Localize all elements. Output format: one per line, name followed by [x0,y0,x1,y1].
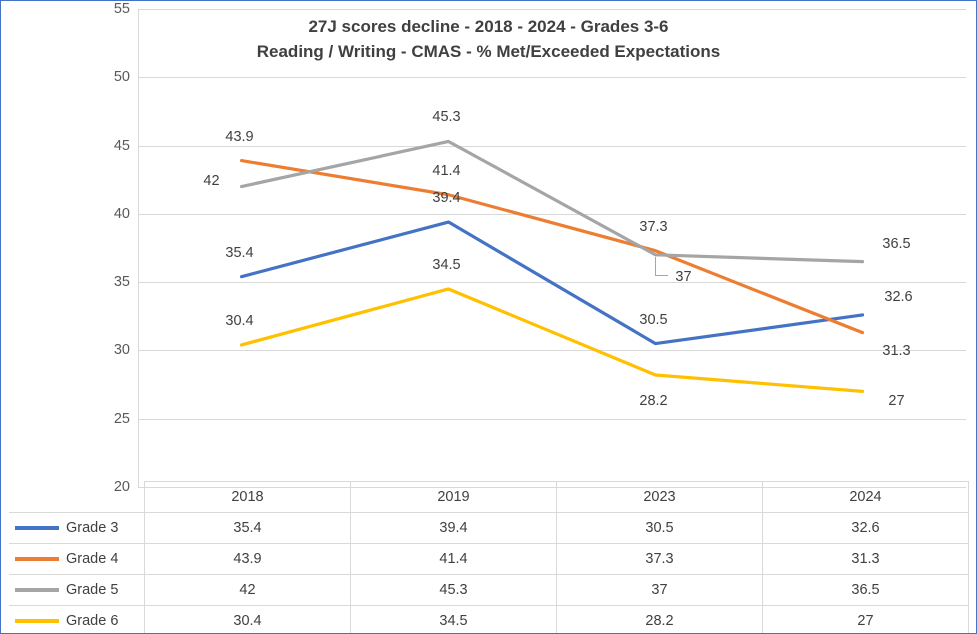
data-label: 35.4 [225,244,254,261]
y-axis-tick-label: 45 [113,137,130,154]
table-cell: 28.2 [557,606,763,634]
table-column-header: 2019 [351,482,557,513]
data-label: 27 [888,393,905,410]
table-cell: 30.4 [145,606,351,634]
y-axis-tick-label: 50 [113,69,130,86]
table-row [9,513,969,544]
series-lines [138,9,966,487]
table-cell: 35.4 [145,513,351,544]
legend-swatch [15,526,59,530]
table-cell: 37.3 [557,544,763,575]
legend-key-cell [9,513,145,544]
series-line-grade-5 [242,141,863,261]
table-cell: 45.3 [351,575,557,606]
table-row [9,544,969,575]
data-label: 34.5 [432,256,461,273]
table-cell: 31.3 [763,544,969,575]
legend-label: Grade 4 [66,551,119,567]
series-line-grade-3 [242,222,863,344]
data-label: 39.4 [432,190,461,207]
data-label: 41.4 [432,162,461,179]
legend-key-cell [9,575,145,606]
legend-label: Grade 6 [66,613,119,629]
data-label: 37.3 [639,218,668,235]
data-label: 31.3 [882,342,911,359]
table-column-header: 2024 [763,482,969,513]
table-cell: 27 [763,606,969,634]
series-line-grade-6 [242,289,863,391]
table-cell: 30.5 [557,513,763,544]
table-cell: 39.4 [351,513,557,544]
legend-swatch [15,619,59,623]
table-body [9,513,969,634]
table-column-header: 2018 [145,482,351,513]
data-label: 30.5 [639,311,668,328]
y-axis-tick-label: 40 [113,205,130,222]
data-label: 42 [203,172,220,189]
data-label: 36.5 [882,235,911,252]
legend-swatch [15,557,59,561]
chart-title-line2: Reading / Writing - CMAS - % Met/Exceeded Expectations [256,41,721,61]
data-label: 37 [675,268,692,285]
data-label: 30.4 [225,312,254,329]
table-row [9,575,969,606]
series-line-grade-4 [242,161,863,333]
legend-key-cell [9,606,145,634]
table-corner-cell [9,482,145,513]
table-cell: 32.6 [763,513,969,544]
table-cell: 42 [145,575,351,606]
table-row [9,606,969,634]
plot-area [113,1,966,495]
chart-title-line1: 27J scores decline - 2018 - 2024 - Grades 3-6 [308,17,669,36]
data-label-leader-line [655,257,668,276]
y-axis-tick-label: 20 [113,479,130,495]
table-cell: 37 [557,575,763,606]
table-cell: 34.5 [351,606,557,634]
table-cell: 36.5 [763,575,969,606]
data-label: 45.3 [432,109,461,126]
data-table [9,481,969,634]
table-cell: 41.4 [351,544,557,575]
table-cell: 43.9 [145,544,351,575]
table-header-row [9,482,969,513]
data-label: 28.2 [639,393,668,409]
y-axis-tick-label: 35 [113,274,130,291]
y-axis-tick-label: 25 [113,410,130,427]
data-label: 43.9 [225,128,254,145]
legend-key-cell [9,544,145,575]
y-axis-tick-label: 55 [113,1,130,17]
y-axis-tick-label: 30 [113,342,130,359]
legend-label: Grade 3 [66,520,119,536]
legend-swatch [15,588,59,592]
legend-label: Grade 5 [66,582,119,598]
table-column-header: 2023 [557,482,763,513]
data-label: 32.6 [884,288,913,305]
